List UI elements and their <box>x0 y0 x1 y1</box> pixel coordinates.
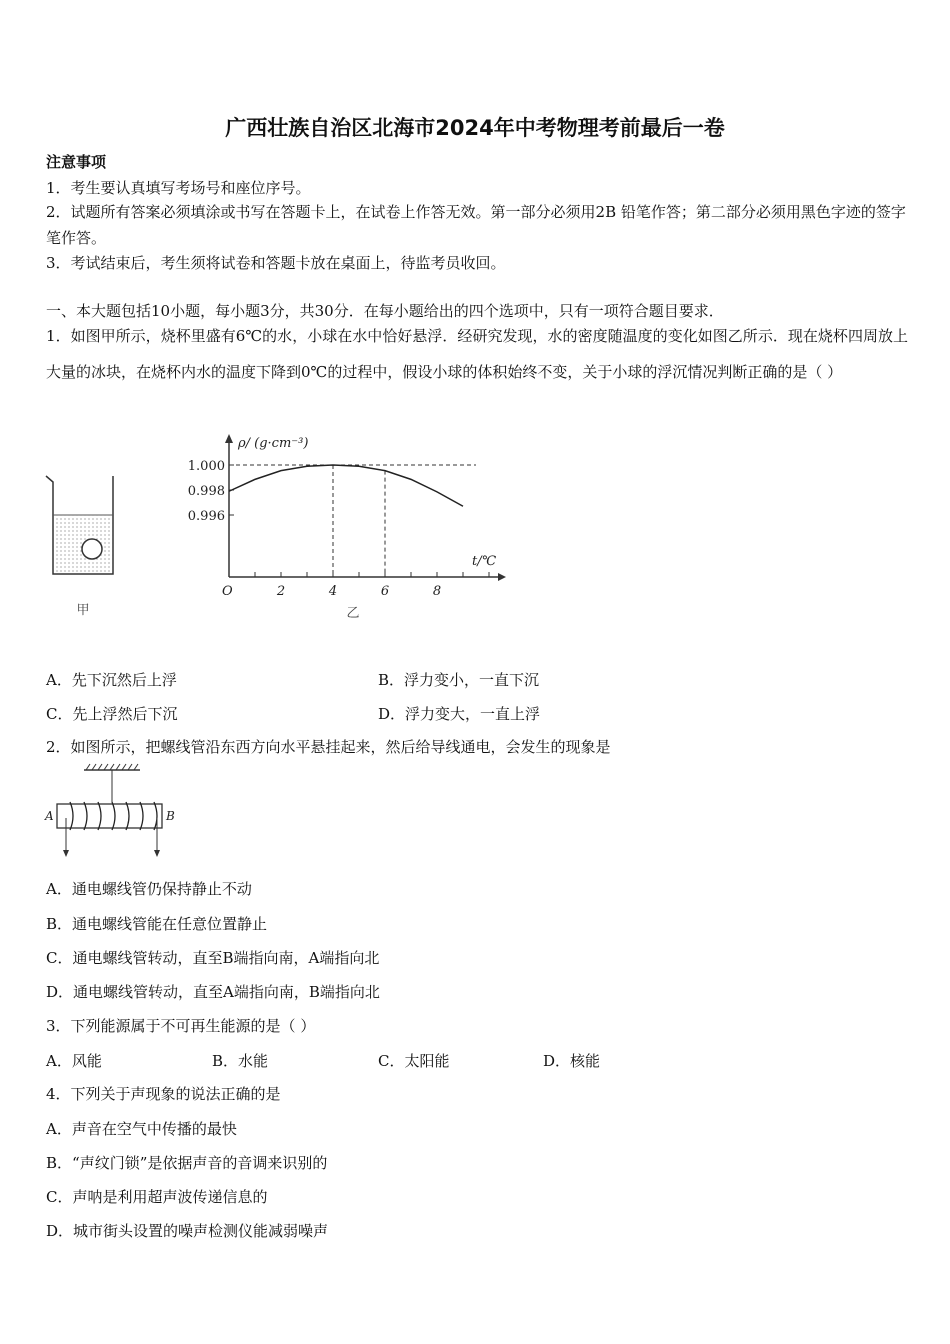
notice-item-1: 1．考生要认真填写考场号和座位序号。 <box>46 179 311 197</box>
q4-option-d[interactable]: D．城市街头设置的噪声检测仪能减弱噪声 <box>46 1222 329 1240</box>
q1-option-d[interactable]: D．浮力变大，一直上浮 <box>378 705 541 723</box>
q1-option-c[interactable]: C．先上浮然后下沉 <box>46 705 178 723</box>
y-tick-label: 0.998 <box>187 484 225 499</box>
q3-option-c[interactable]: C．太阳能 <box>378 1052 450 1070</box>
q2-option-a[interactable]: A．通电螺线管仍保持静止不动 <box>46 880 252 898</box>
section-header: 一、本大题包括10小题，每小题3分，共30分．在每小题给出的四个选项中，只有一项符合题目要求． <box>46 302 724 320</box>
q3-option-b[interactable]: B．水能 <box>212 1052 269 1070</box>
y-tick-label: 0.996 <box>187 509 225 524</box>
density-chart <box>180 425 510 630</box>
solenoid-end-a: A <box>45 809 54 823</box>
figure-a-label: 甲 <box>76 603 90 618</box>
beaker-figure <box>40 470 130 620</box>
q2-option-c[interactable]: C．通电螺线管转动，直至B端指向南，A端指向北 <box>46 949 380 967</box>
x-tick-label: 4 <box>328 584 338 599</box>
q2-option-b[interactable]: B．通电螺线管能在任意位置静止 <box>46 915 268 933</box>
q3-stem: 3．下列能源属于不可再生能源的是（ ） <box>46 1017 316 1035</box>
x-axis-label: t/℃ <box>472 554 497 569</box>
density-curve <box>229 465 463 506</box>
q2-option-d[interactable]: D．通电螺线管转动，直至A端指向南，B端指向北 <box>46 983 380 1001</box>
x-tick-label: 2 <box>276 584 286 599</box>
q2-stem: 2．如图所示，把螺线管沿东西方向水平悬挂起来，然后给导线通电，会发生的现象是 <box>46 738 611 756</box>
ball <box>82 539 102 559</box>
q1-option-b[interactable]: B．浮力变小，一直下沉 <box>378 671 540 689</box>
x-axis-arrow <box>498 573 506 581</box>
notice-item-3: 3．考试结束后，考生须将试卷和答题卡放在桌面上，待监考员收回。 <box>46 254 506 272</box>
x-tick-label: 6 <box>380 584 390 599</box>
notice-heading: 注意事项 <box>46 153 107 171</box>
q3-option-d[interactable]: D．核能 <box>543 1052 601 1070</box>
solenoid-figure <box>40 762 190 862</box>
q4-stem: 4．下列关于声现象的说法正确的是 <box>46 1085 281 1103</box>
solenoid-end-b: B <box>166 809 175 823</box>
q3-option-a[interactable]: A．风能 <box>46 1052 102 1070</box>
origin-label: O <box>222 584 233 599</box>
notice-item-2: 2．试题所有答案必须填涂或书写在答题卡上，在试卷上作答无效。第一部分必须用2B 铅笔作答；第二部分必须用黑色字迹的签字笔作答。 <box>46 203 906 247</box>
y-axis-arrow <box>225 434 233 443</box>
q4-option-b[interactable]: B．“声纹门锁”是依据声音的音调来识别的 <box>46 1154 328 1172</box>
x-tick-label: 8 <box>432 584 442 599</box>
y-tick-label: 1.000 <box>187 459 225 474</box>
q1-stem: 1．如图甲所示，烧杯里盛有6℃的水，小球在水中恰好悬浮．经研究发现，水的密度随温度的变化如图乙所示．现在烧杯四周放上大量的冰块，在烧杯内水的温度下降到0℃的过程中，假设小球的体积始终不变，关于小球的浮沉情况判断正确的是（ ） <box>46 327 908 381</box>
q4-option-c[interactable]: C．声呐是利用超声波传递信息的 <box>46 1188 268 1206</box>
q4-option-a[interactable]: A．声音在空气中传播的最快 <box>46 1120 237 1138</box>
figure-b-label: 乙 <box>346 606 360 621</box>
q1-option-a[interactable]: A．先下沉然后上浮 <box>46 671 177 689</box>
page-title: 广西壮族自治区北海市2024年中考物理考前最后一卷 <box>225 116 725 140</box>
y-axis-label: ρ/ (g·cm⁻³) <box>238 436 309 451</box>
